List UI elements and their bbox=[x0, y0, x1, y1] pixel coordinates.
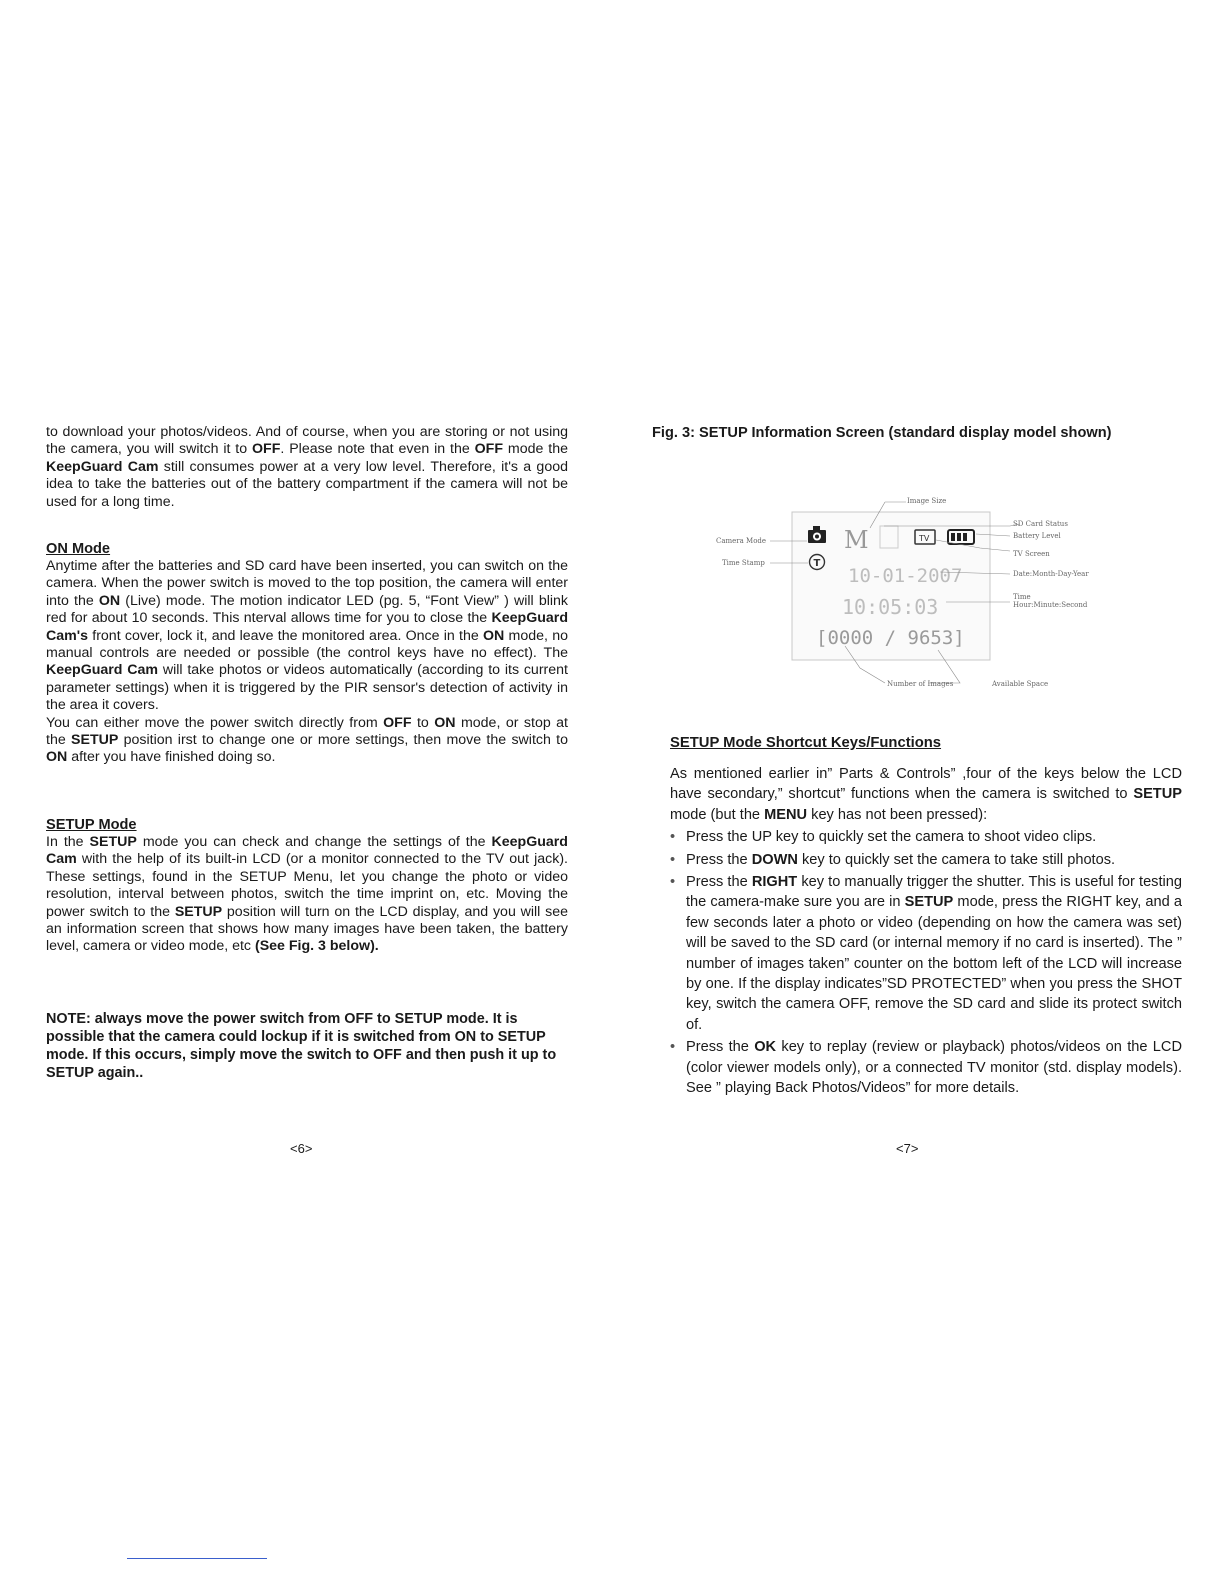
bold-run: SETUP bbox=[904, 894, 954, 911]
bold-run: RIGHT bbox=[751, 874, 798, 891]
bold-run: ON bbox=[434, 714, 456, 731]
lcd-date: 10-01-2007 bbox=[848, 565, 963, 587]
figure-title: Fig. 3: SETUP Information Screen (standard display model shown) bbox=[652, 425, 1112, 441]
bold-run: OFF bbox=[474, 441, 504, 458]
on-mode-paragraph: Anytime after the batteries and SD card have been inserted, you can switch on the camera. When the power switch is moved to the top position, the camera will enter into the ON (Live) mode. The motion indicator LED (pg. 5, “Font View” ) will blink red for about 10 seconds. This nterval allows time for you to close the KeepGuard Cam's front cover, lock it, and leave the monitored area. Once in the ON mode, no manual controls are needed or possible (the control keys have no effect). The KeepGuard Cam will take photos or videos automatically (according to its current parameter settings) when it is triggered by the PIR sensor's detection of activity in the area it covers. bbox=[46, 558, 568, 714]
bold-run: OFF bbox=[383, 714, 412, 731]
note-section bbox=[46, 1010, 568, 1082]
bold-run: DOWN bbox=[751, 851, 798, 868]
setup-mode-paragraph: In the SETUP mode you can check and change the settings of the KeepGuard Cam with the help of its built-in LCD (or a monitor connected to the TV out jack). These settings, found in the SETUP Menu, let you change the photo or video resolution, interval between photos, switch the time imprint on, etc. Moving the power switch to the SETUP position will turn on the LCD display, and you will see an information screen that shows how many images have been taken, the battery level, camera or video mode, etc (See Fig. 3 below). bbox=[46, 834, 568, 955]
bold-run: MENU bbox=[764, 806, 808, 823]
bold-run: ON bbox=[98, 592, 121, 609]
label-date: Date:Month-Day-Year bbox=[1013, 570, 1089, 578]
footer-rule bbox=[127, 1558, 267, 1559]
bold-run: SETUP bbox=[1133, 786, 1182, 803]
shortcut-body bbox=[670, 764, 1182, 1101]
label-sd-card-status: SD Card Status bbox=[1013, 520, 1068, 528]
shortcut-heading: SETUP Mode Shortcut Keys/Functions bbox=[670, 735, 942, 751]
bold-run: KeepGuard Cam bbox=[46, 662, 159, 679]
setup-info-screen-diagram bbox=[710, 488, 1110, 688]
lcd-count: [0000 / 9653] bbox=[816, 627, 965, 649]
label-tv-screen: TV Screen bbox=[1013, 550, 1050, 558]
intro-paragraph-block bbox=[46, 424, 568, 511]
label-battery-level: Battery Level bbox=[1013, 532, 1061, 540]
bold-run: OFF bbox=[252, 441, 281, 458]
tv-badge: TV bbox=[919, 534, 930, 543]
label-image-size: Image Size bbox=[907, 497, 947, 505]
label-time: Time bbox=[1013, 593, 1031, 601]
on-mode-section bbox=[46, 540, 568, 767]
label-time-format: Hour:Minute:Second bbox=[1013, 601, 1088, 609]
shortcut-bullet-up: • Press the UP key to quickly set the camera to shoot video clips. bbox=[670, 827, 1182, 847]
bold-run: (See Fig. 3 below). bbox=[254, 938, 379, 955]
label-available-space: Available Space bbox=[992, 680, 1049, 688]
bold-run: KeepGuard Cam bbox=[46, 458, 159, 475]
shortcut-bullet-list bbox=[670, 827, 1182, 1098]
on-mode-heading: ON Mode bbox=[46, 541, 111, 557]
setup-mode-heading: SETUP Mode bbox=[46, 817, 137, 833]
shortcut-bullet-ok: • Press the OK key to replay (review or playback) photos/videos on the LCD (color viewer models only), or a connected TV monitor (std. display models). See ” playing Back Photos/Videos” for more details. bbox=[670, 1037, 1182, 1098]
label-time-stamp: Time Stamp bbox=[722, 559, 765, 567]
lcd-time: 10:05:03 bbox=[842, 595, 939, 619]
bold-run: OK bbox=[754, 1039, 777, 1056]
bold-run: ON bbox=[483, 627, 505, 644]
timestamp-badge: T bbox=[813, 558, 821, 569]
bold-run: ON bbox=[46, 749, 68, 766]
page-number-right: <7> bbox=[896, 1141, 919, 1156]
label-camera-mode: Camera Mode bbox=[716, 537, 767, 545]
on-mode-paragraph-2: You can either move the power switch directly from OFF to ON mode, or stop at the SETUP position irst to change one or more settings, then move the switch to ON after you have finished doing so. bbox=[46, 714, 568, 766]
setup-mode-section bbox=[46, 816, 568, 956]
note-paragraph: NOTE: always move the power switch from OFF to SETUP mode. It is possible that the camera could lockup if it is switched from ON to SETUP mode. If this occurs, simply move the switch to OFF and then push it up to SETUP again.. bbox=[46, 1011, 557, 1081]
label-number-of-images: Number of Images bbox=[887, 680, 954, 688]
intro-paragraph: to download your photos/videos. And of course, when you are storing or not using the camera, you will switch it to OFF. Please note that even in the OFF mode the KeepGuard Cam still consumes power at a very low level. Therefore, it's a good idea to take the batteries out of the battery compartment if the camera will not be used for a long time. bbox=[46, 424, 568, 510]
bold-run: KeepGuard Cam bbox=[46, 834, 568, 868]
bold-run: KeepGuard Cam's bbox=[46, 610, 568, 644]
shortcut-intro-paragraph: As mentioned earlier in” Parts & Controls” ,four of the keys below the LCD have secondary,” shortcut” functions when the camera is switched to SETUP mode (but the MENU key has not been pressed): bbox=[670, 766, 1182, 823]
right-page-column bbox=[670, 734, 1182, 752]
image-size-letter: M bbox=[844, 526, 869, 554]
bold-run: SETUP bbox=[89, 834, 137, 850]
bold-run: SETUP bbox=[71, 732, 119, 749]
shortcut-bullet-right: • Press the RIGHT key to manually trigger the shutter. This is useful for testing the camera-make sure you are in SETUP mode, press the RIGHT key, and a few seconds later a photo or video (depending on how the camera was set) will be saved to the SD card (or internal memory if no card is inserted). The ” number of images taken” counter on the bottom left of the LCD will increase by one. If the display indicates”SD PROTECTED” when you press the SHOT key, switch the camera OFF, remove the SD card and slide its protect switch of. bbox=[670, 872, 1182, 1035]
bold-run: SETUP bbox=[174, 903, 223, 920]
page-number-left: <6> bbox=[290, 1141, 313, 1156]
shortcut-bullet-down: • Press the DOWN key to quickly set the camera to take still photos. bbox=[670, 850, 1182, 870]
